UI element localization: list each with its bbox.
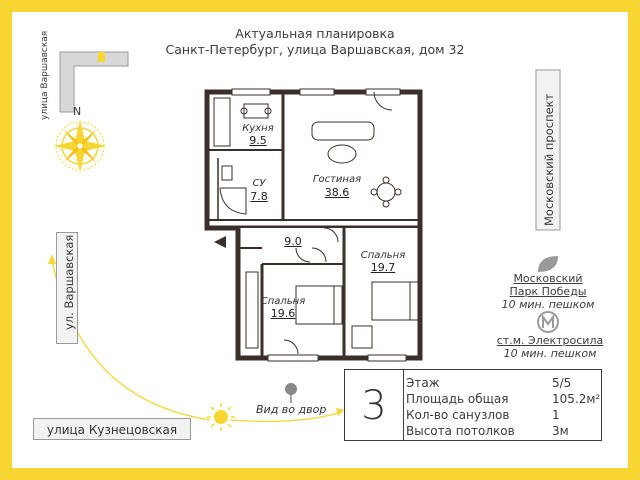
park-name-line1: Московский	[513, 272, 583, 285]
title-line: Актуальная планировка	[235, 26, 395, 41]
room-living-name: Гостиная	[312, 174, 362, 185]
park-info	[488, 272, 608, 311]
sun-path-arrow-right-icon	[336, 408, 344, 416]
info-label-bathrooms: Кол-во санузлов	[406, 408, 510, 422]
room-bedroom2-name: Спальня	[260, 296, 306, 307]
park-leaf-icon	[538, 256, 558, 272]
room-kitchen-name: Кухня	[242, 123, 274, 134]
view-label: Вид во двор	[256, 403, 327, 416]
metro-station: ст.м. Электросила	[496, 334, 604, 347]
sun-path-arrow-icon	[48, 254, 56, 264]
room-bedroom1-area: 19.7	[370, 261, 396, 274]
room-living-area: 38.6	[324, 186, 350, 199]
park-walk: 10 мин. пешком	[501, 298, 595, 311]
corner-marker	[98, 52, 105, 62]
sun-icon	[207, 403, 235, 431]
metro-icon	[538, 312, 558, 332]
info-value-floor: 5/5	[552, 376, 572, 390]
street-label-bottom: улица Кузнецовская	[33, 418, 191, 440]
room-bathroom-name: СУ	[252, 178, 266, 189]
floor-plan	[207, 89, 420, 361]
street-label-right: Московский проспект	[542, 93, 556, 226]
info-value-bathrooms: 1	[552, 408, 560, 422]
info-label-ceiling: Высота потолков	[406, 424, 515, 438]
info-label-floor: Этаж	[406, 376, 440, 390]
info-value-ceiling: 3м	[552, 424, 569, 438]
compass-north-label: N	[73, 105, 82, 118]
rooms-count: 3	[345, 370, 404, 440]
room-bathroom-area: 7.8	[250, 190, 268, 203]
address-line: Санкт-Петербург, улица Варшавская, дом 32	[165, 42, 465, 57]
room-hall-area: 9.0	[284, 235, 302, 248]
view-pin-icon	[285, 383, 297, 403]
street-corner-block	[60, 52, 128, 112]
park-name-line2: Парк Победы	[509, 285, 587, 298]
info-value-area: 105.2м²	[552, 392, 601, 406]
room-kitchen-area: 9.5	[249, 134, 267, 147]
metro-walk: 10 мин. пешком	[503, 347, 597, 360]
metro-info	[490, 334, 610, 360]
room-bedroom2-area: 19.6	[270, 307, 296, 320]
compass-icon	[54, 120, 106, 172]
street-label-top: улица Варшавская	[40, 30, 50, 120]
room-bedroom1-name: Спальня	[360, 250, 406, 261]
info-label-area: Площадь общая	[406, 392, 509, 406]
street-label-left: ул. Варшавская	[62, 234, 76, 330]
